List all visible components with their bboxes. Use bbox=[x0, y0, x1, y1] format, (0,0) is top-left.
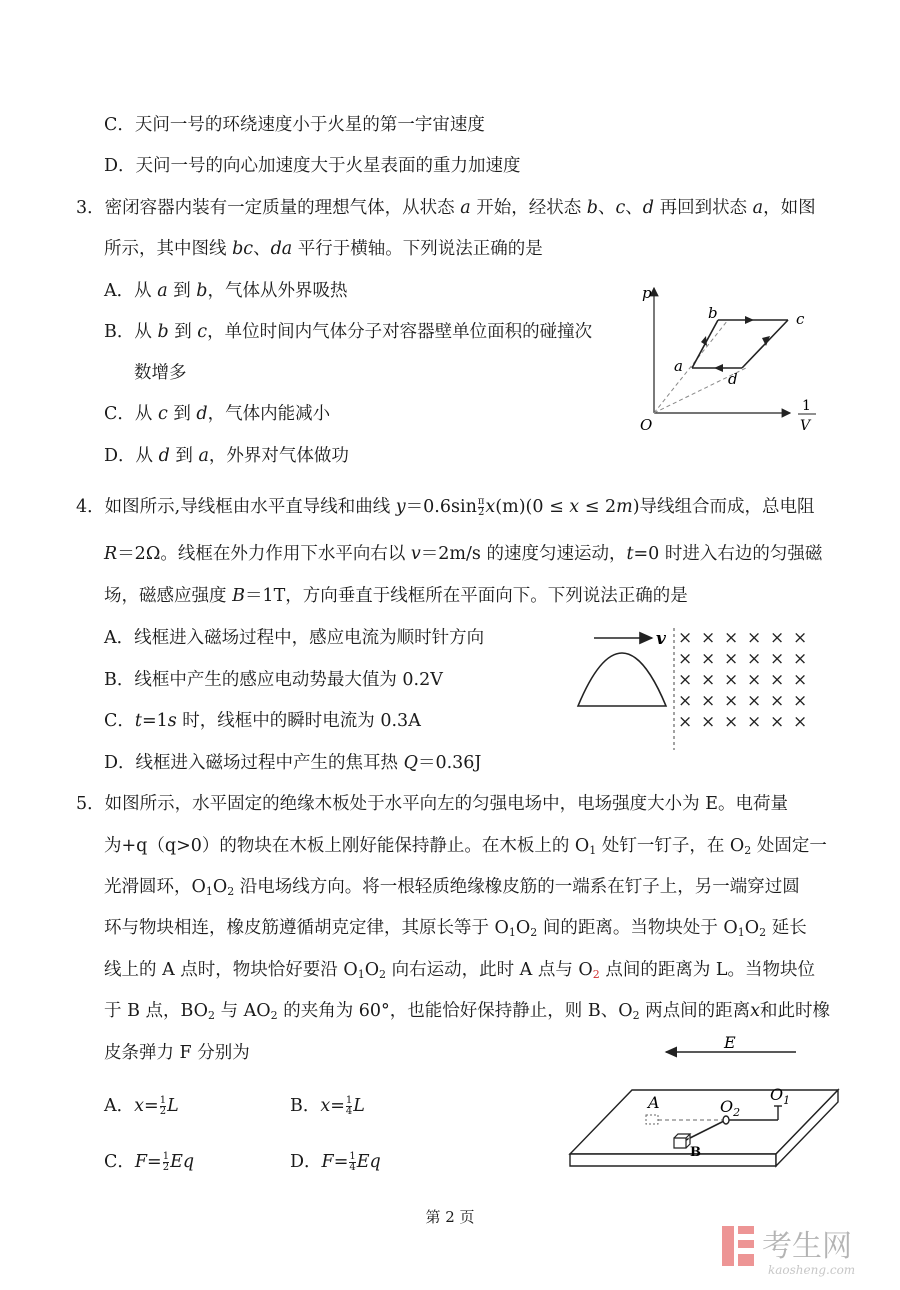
q5-line-1: 5．如图所示，水平固定的绝缘木板处于水平向左的匀强电场中，电场强度大小为 E。电荷量 bbox=[76, 794, 788, 814]
q4-eq-fraction: $\frac{\pi}{2}$ bbox=[477, 496, 485, 518]
field-cross: × bbox=[701, 712, 716, 732]
q5-line-4: 环与物块相连，橡皮筋遵循胡克定律，其原长等于 $O_1O_2$ 间的距离。当物块处于 $O_1O_2$ 延长 bbox=[104, 918, 807, 939]
field-cross: × bbox=[793, 712, 808, 732]
q3-pv-diagram bbox=[630, 280, 830, 440]
label-O1: $O_1$ bbox=[770, 1085, 791, 1107]
q2-option-d: D．天问一号的向心加速度大于火星表面的重力加速度 bbox=[104, 156, 521, 176]
q4-magnetic-field-diagram bbox=[566, 624, 826, 754]
field-cross: × bbox=[770, 712, 785, 732]
field-cross: × bbox=[678, 670, 693, 690]
field-cross: × bbox=[747, 649, 762, 669]
field-cross: × bbox=[701, 628, 716, 648]
q3-option-c: C．从 c 到 d，气体内能减小 bbox=[104, 404, 331, 424]
field-crosses bbox=[678, 628, 807, 732]
field-cross: × bbox=[678, 712, 693, 732]
isochore-line-b bbox=[654, 320, 728, 413]
label-B: B bbox=[690, 1145, 701, 1160]
watermark-mark-bottom bbox=[738, 1254, 754, 1266]
watermark-mark-mid bbox=[738, 1240, 754, 1248]
q3-line-1: 3．密闭容器内装有一定质量的理想气体，从状态 a 开始，经状态 b、c、d 再回到状态 a，如图 bbox=[76, 198, 816, 218]
q5-option-c: C．F= $\frac{1}{2}$ Eq bbox=[104, 1151, 195, 1173]
q5-option-d: D．F= $\frac{1}{4}$ Eq bbox=[290, 1151, 381, 1173]
field-cross: × bbox=[678, 649, 693, 669]
q5-option-b: B．x= $\frac{1}{4}$ L bbox=[290, 1095, 365, 1117]
arrow-bc bbox=[745, 316, 754, 324]
label-x-den: V bbox=[800, 418, 811, 434]
q5-line-7: 皮条弹力 F 分别为 bbox=[104, 1043, 250, 1063]
label-b: b bbox=[708, 304, 718, 322]
field-cross: × bbox=[747, 691, 762, 711]
q4-option-a: A．线框进入磁场过程中，感应电流为顺时针方向 bbox=[104, 628, 485, 648]
field-cross: × bbox=[701, 670, 716, 690]
label-v: v bbox=[656, 629, 666, 649]
watermark-mark-left bbox=[722, 1226, 734, 1266]
q4-option-d: D．线框进入磁场过程中产生的焦耳热 Q＝0.36J bbox=[104, 753, 482, 773]
field-cross: × bbox=[701, 691, 716, 711]
q5-line-5: 线上的 A 点时，物块恰好要沿 $O_1O_2$ 向右运动，此时 A 点与 $O_2$ 点间的距离为 L。当物块位 bbox=[104, 960, 816, 981]
watermark-logo bbox=[718, 1218, 888, 1280]
field-cross: × bbox=[793, 670, 808, 690]
field-cross: × bbox=[747, 670, 762, 690]
q5-line-6: 于 B 点，$BO_2$ 与 $AO_2$ 的夹角为 60°，也能恰好保持静止，则 B、$O_2$ 两点间的距离x和此时橡 bbox=[104, 1001, 831, 1022]
label-A: A bbox=[648, 1093, 660, 1112]
page-number: 第 2 页 bbox=[425, 1208, 475, 1226]
q3-option-d: D．从 d 到 a，外界对气体做功 bbox=[104, 446, 349, 466]
label-O2: $O_2$ bbox=[720, 1097, 741, 1119]
q5-line-3: 光滑圆环，$O_1O_2$ 沿电场线方向。将一根轻质绝缘橡皮筋的一端系在钉子上，另一端穿过圆 bbox=[104, 877, 800, 898]
q3-option-a: A．从 a 到 b，气体从外界吸热 bbox=[104, 281, 348, 301]
field-cross: × bbox=[678, 628, 693, 648]
watermark-url: kaosheng.com bbox=[768, 1263, 856, 1277]
q5-board-diagram bbox=[566, 1036, 842, 1176]
label-c: c bbox=[796, 310, 805, 328]
arrow-da bbox=[714, 364, 723, 372]
field-cross: × bbox=[724, 691, 739, 711]
label-origin: O bbox=[640, 416, 653, 434]
label-E: E bbox=[724, 1036, 736, 1052]
ring-o2 bbox=[723, 1116, 729, 1124]
field-cross: × bbox=[678, 691, 693, 711]
field-cross: × bbox=[770, 649, 785, 669]
q4-option-b: B．线框中产生的感应电动势最大值为 0.2V bbox=[104, 670, 443, 690]
field-cross: × bbox=[793, 691, 808, 711]
board-front bbox=[570, 1154, 776, 1166]
watermark-brand: 考生网 bbox=[762, 1229, 852, 1264]
field-cross: × bbox=[747, 628, 762, 648]
field-cross: × bbox=[747, 712, 762, 732]
q3-option-b-cont: 数增多 bbox=[134, 363, 187, 383]
label-a: a bbox=[674, 357, 683, 375]
label-x-num: 1 bbox=[802, 398, 811, 414]
field-cross: × bbox=[770, 691, 785, 711]
q3-line-2: 所示，其中图线 bc、da 平行于横轴。下列说法正确的是 bbox=[104, 239, 543, 259]
watermark-mark-top bbox=[738, 1226, 754, 1234]
field-cross: × bbox=[770, 628, 785, 648]
field-cross: × bbox=[701, 649, 716, 669]
q2-option-c: C．天问一号的环绕速度小于火星的第一宇宙速度 bbox=[104, 115, 485, 135]
q5-line-2: 为+q（q>0）的物块在木板上刚好能保持静止。在木板上的 $O_1$ 处钉一钉子，在 $O_2$ 处固定一 bbox=[104, 836, 827, 857]
field-cross: × bbox=[724, 649, 739, 669]
q3-option-b: B．从 b 到 c，单位时间内气体分子对容器壁单位面积的碰撞次 bbox=[104, 322, 593, 342]
q4-option-c: C．t=1s 时，线框中的瞬时电流为 0.3A bbox=[104, 711, 421, 731]
wire-frame bbox=[578, 653, 666, 706]
field-cross: × bbox=[770, 670, 785, 690]
field-cross: × bbox=[793, 649, 808, 669]
label-d: d bbox=[728, 370, 738, 388]
field-cross: × bbox=[724, 712, 739, 732]
field-cross: × bbox=[793, 628, 808, 648]
q5-option-a: A．x= $\frac{1}{2}$ L bbox=[104, 1095, 179, 1117]
q4-line-3: 场，磁感应强度 B＝1T，方向垂直于线框所在平面向下。下列说法正确的是 bbox=[104, 586, 688, 606]
q4-line-2: R＝2Ω。线框在外力作用下水平向右以 v＝2m/s 的速度匀速运动，t=0 时进入右边的匀强磁 bbox=[104, 544, 823, 564]
field-cross: × bbox=[724, 628, 739, 648]
q4-line-1: 4．如图所示,导线框由水平直导线和曲线 y＝0.6sin $\frac{\pi}{2}$ x(m)(0 ≤ x ≤ 2m)导线组合而成，总电阻 bbox=[76, 496, 815, 518]
field-cross: × bbox=[724, 670, 739, 690]
label-p: p bbox=[642, 284, 652, 302]
